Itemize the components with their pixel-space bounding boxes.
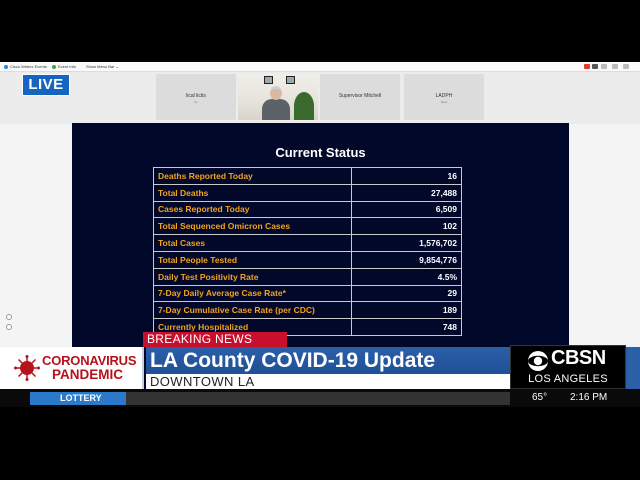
zoom-in-icon[interactable] [6, 314, 12, 320]
row-value: 748 [352, 319, 462, 336]
participant-tile[interactable]: Supervisor Mitchell [320, 74, 400, 120]
info-icon [52, 65, 56, 69]
row-label: Total Cases [154, 235, 352, 252]
coronavirus-pandemic-bug [0, 347, 144, 389]
participant-tile[interactable]: lical lictis lic [156, 74, 236, 120]
location-text: DOWNTOWN LA [150, 374, 255, 389]
network-city: LOS ANGELES [528, 373, 608, 385]
row-value: 6,509 [352, 201, 462, 218]
row-label: Cases Reported Today [154, 201, 352, 218]
row-value: 27,488 [352, 184, 462, 201]
topic-line-2: PANDEMIC [52, 367, 124, 382]
table-row [154, 201, 462, 218]
clock: 2:16 PM [570, 392, 608, 403]
cbs-eye-icon [527, 350, 549, 372]
row-value: 4.5% [352, 268, 462, 285]
headline-bar [146, 347, 510, 374]
menu-event-info[interactable]: Event Info [52, 65, 76, 69]
minimize-button[interactable] [601, 64, 607, 69]
table-row [154, 235, 462, 252]
table-row [154, 168, 462, 185]
plant-decoration [294, 92, 314, 120]
live-badge: LIVE [22, 74, 70, 96]
row-value: 9,854,776 [352, 251, 462, 268]
menu-cisco-webex-events[interactable]: Cisco Webex Events [4, 65, 47, 69]
table-row [154, 302, 462, 319]
wall-picture [286, 76, 295, 84]
window-titlebar [0, 62, 640, 72]
row-label: Currently Hospitalized [154, 319, 352, 336]
ticker-category: LOTTERY [30, 392, 126, 405]
virus-icon [14, 355, 40, 381]
webex-icon [4, 65, 8, 69]
row-label: Total People Tested [154, 251, 352, 268]
speaker-figure [262, 99, 290, 120]
headline-text: LA County COVID-19 Update [150, 349, 436, 372]
network-logo [510, 345, 626, 389]
row-value: 102 [352, 218, 462, 235]
topic-line-1: CORONAVIRUS [42, 353, 137, 368]
row-value: 189 [352, 302, 462, 319]
table-row [154, 184, 462, 201]
network-name: CBSN [551, 347, 606, 369]
status-table-body [154, 168, 462, 336]
status-table [153, 167, 462, 336]
table-row [154, 218, 462, 235]
ticker-track [126, 392, 510, 405]
participant-tile[interactable]: LADPH Spec [404, 74, 484, 120]
row-value: 29 [352, 285, 462, 302]
status-icon[interactable] [592, 64, 598, 69]
speaker-head [270, 86, 282, 100]
row-value: 1,576,702 [352, 235, 462, 252]
wall-picture [264, 76, 273, 84]
temperature: 65° [532, 392, 548, 403]
active-speaker-video[interactable] [238, 74, 318, 120]
table-row [154, 285, 462, 302]
close-button[interactable] [623, 64, 629, 69]
row-label: Deaths Reported Today [154, 168, 352, 185]
record-icon[interactable] [584, 64, 590, 69]
participant-strip [0, 72, 640, 124]
table-row [154, 268, 462, 285]
breaking-news-label: BREAKING NEWS [143, 332, 287, 347]
row-label: 7-Day Cumulative Case Rate (per CDC) [154, 302, 352, 319]
row-label: Total Deaths [154, 184, 352, 201]
row-label: Total Sequenced Omicron Cases [154, 218, 352, 235]
row-label: 7-Day Daily Average Case Rate* [154, 285, 352, 302]
headline-bar-edge [626, 347, 640, 389]
chevron-down-icon: ⌄ [115, 64, 119, 69]
location-bar [146, 374, 510, 389]
zoom-out-icon[interactable] [6, 324, 12, 330]
row-value: 16 [352, 168, 462, 185]
row-label: Daily Test Positivity Rate [154, 268, 352, 285]
menu-show-menu-bar[interactable]: Show Menu Bar ⌄ [86, 64, 119, 69]
slide-title: Current Status [275, 145, 366, 160]
ticker-bar [0, 389, 640, 407]
maximize-button[interactable] [612, 64, 618, 69]
table-row [154, 251, 462, 268]
